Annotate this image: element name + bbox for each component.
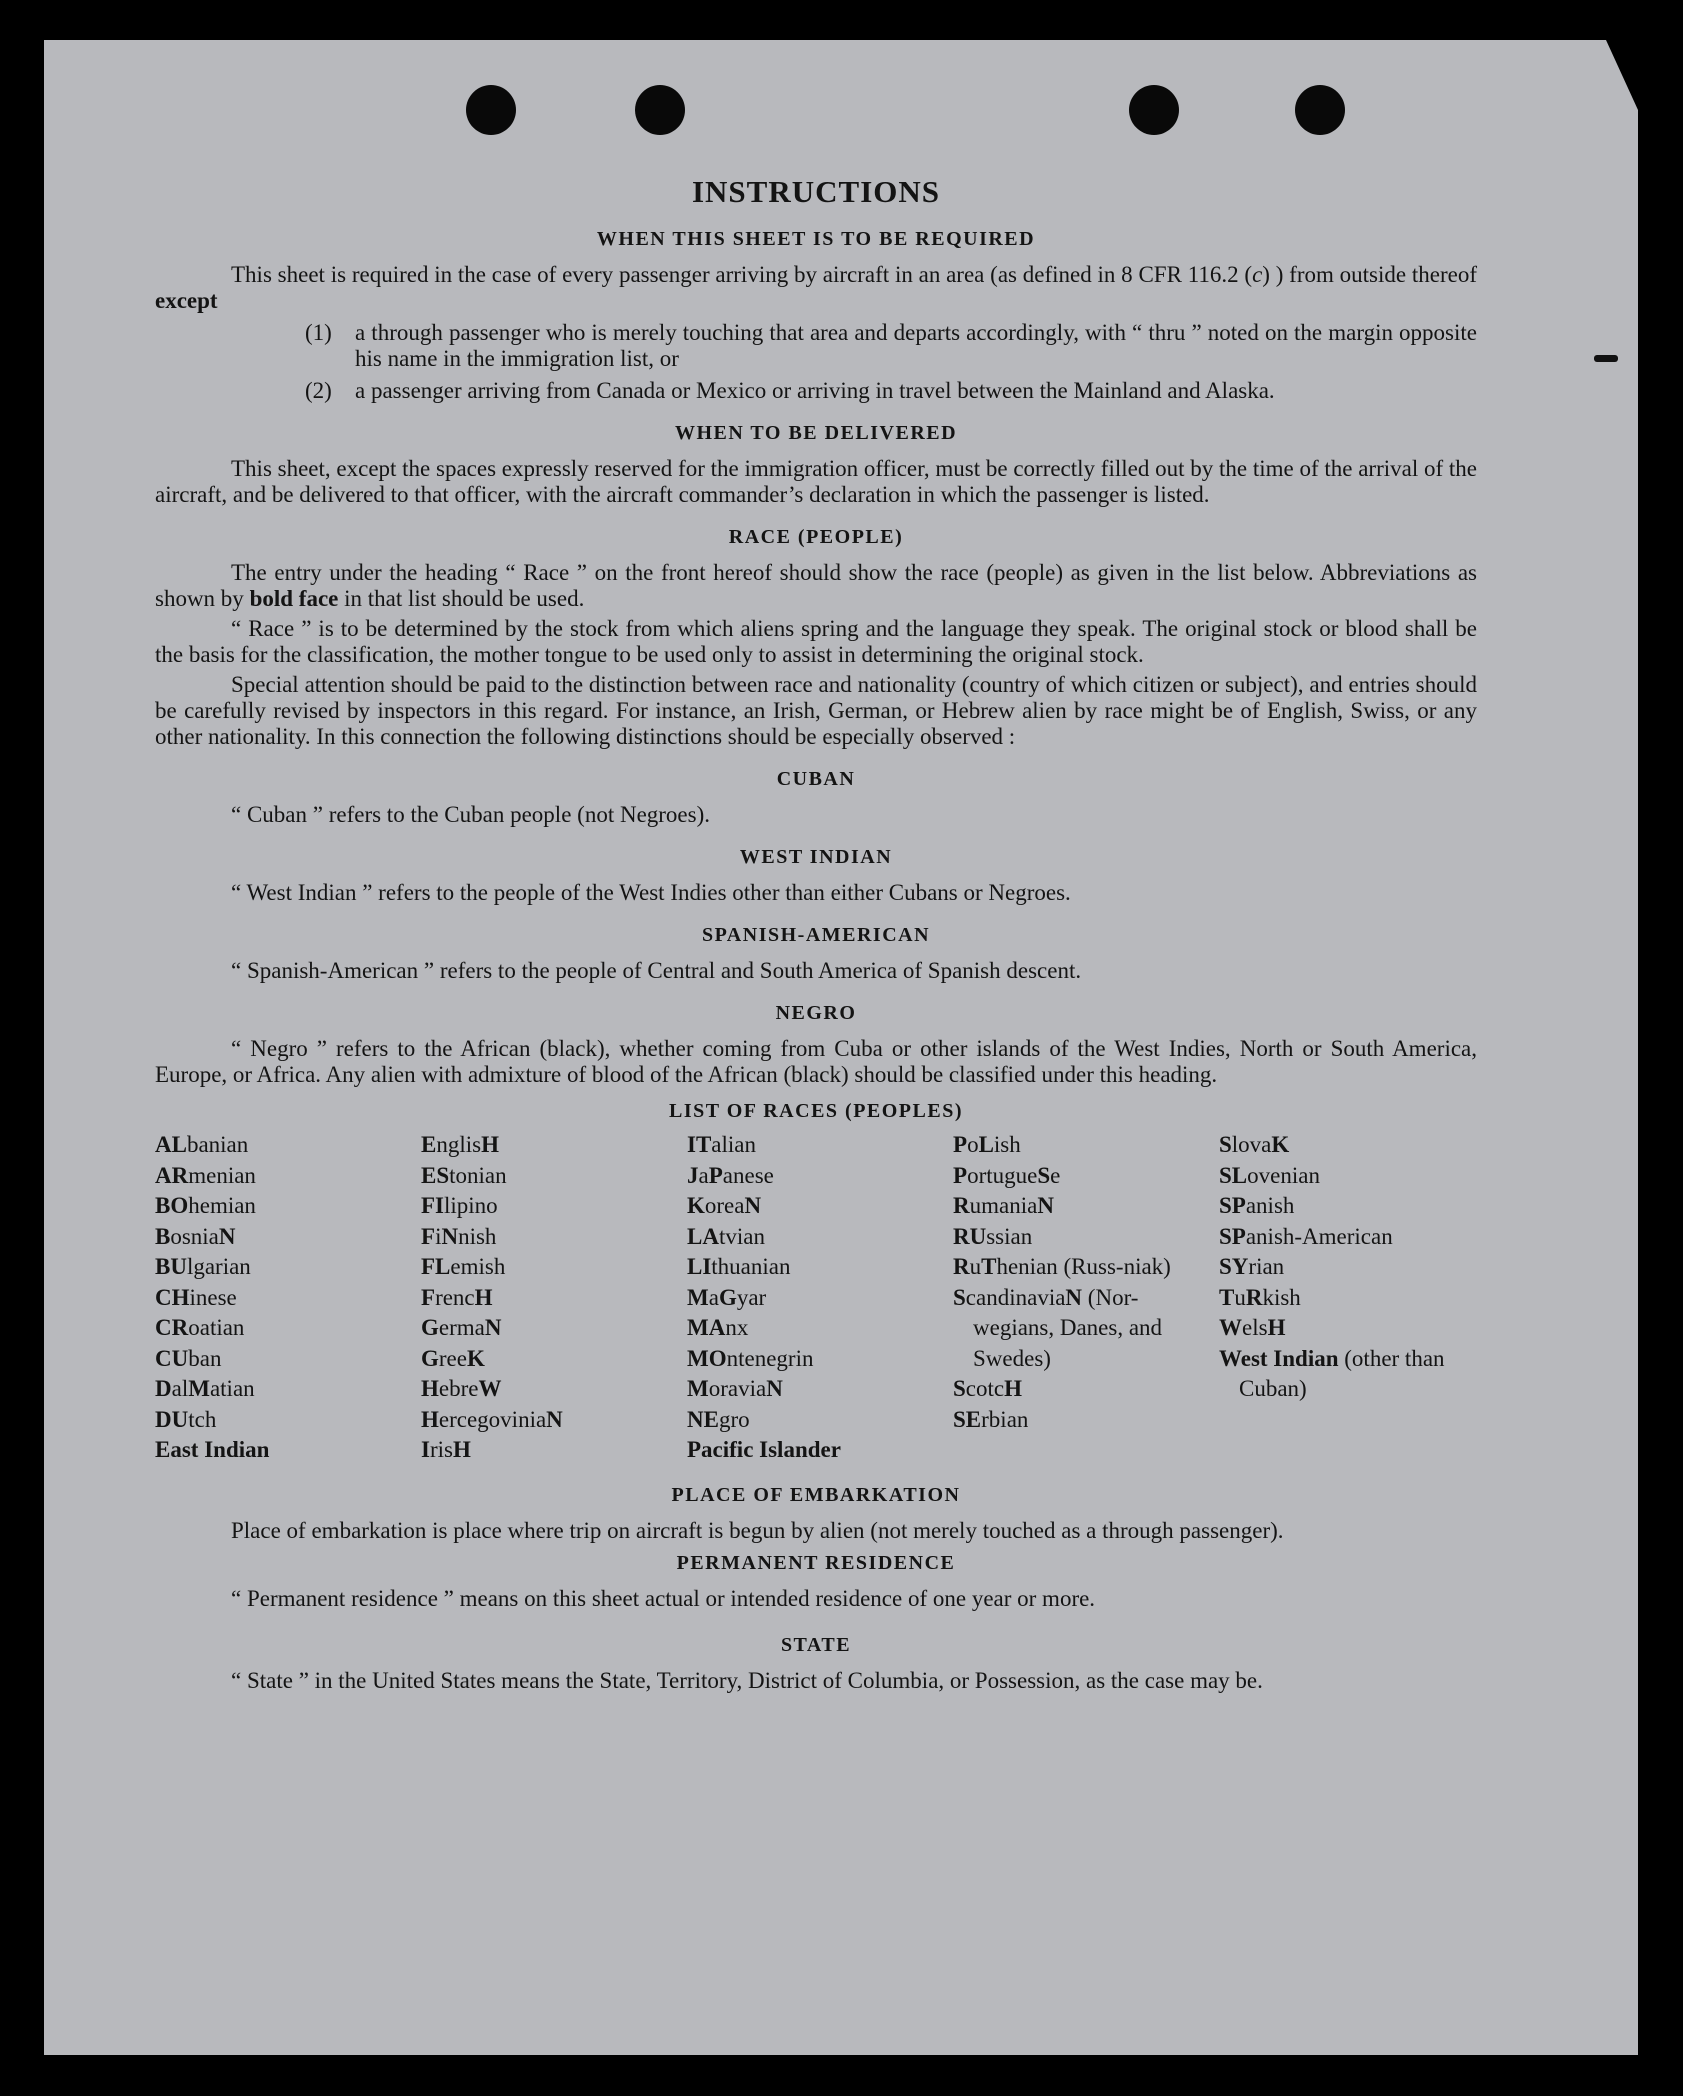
section-heading: RACE (PEOPLE)	[728, 526, 904, 548]
section-heading: WEST INDIAN	[739, 846, 893, 868]
paragraph: This sheet, except the spaces expressly reserved for the immigration officer, must be correctly filled out by the time of the arrival of the aircraft, and be delivered to that officer, with the aircraft commander’s declaration in which the passenger is listed.	[155, 456, 1477, 507]
race-entry: Pacific Islander	[687, 1437, 841, 1462]
paragraph: “ Race ” is to be determined by the stock from which aliens spring and the language they speak. The original stock or blood shall be the basis for the classification, the mother tongue to be used only to assist in determining the original stock.	[155, 616, 1477, 667]
paragraph: Place of embarkation is place where trip on aircraft is begun by alien (not merely touched as a through passenger).	[231, 1517, 1284, 1543]
race-entry: IrisH	[421, 1437, 471, 1462]
race-column	[687, 1130, 953, 1466]
paragraph	[155, 560, 1477, 612]
emphasis-text: bold face	[249, 586, 339, 611]
race-entry: CRoatian	[155, 1315, 245, 1340]
paragraph-text: This sheet is required in the case of every passenger arriving by aircraft in an area (as defined in 8 CFR 116.2 (	[231, 262, 1253, 287]
section-heading: STATE	[780, 1633, 852, 1656]
race-column	[421, 1130, 687, 1466]
item-text: a passenger arriving from Canada or Mexico or arriving in travel between the Mainland and Alaska.	[355, 378, 1275, 403]
race-entry: East Indian	[155, 1437, 270, 1462]
paragraph-text: in that list should be used.	[338, 586, 585, 611]
race-entry: FLemish	[421, 1254, 506, 1279]
race-entry: LAtvian	[687, 1223, 765, 1249]
punch-hole	[1295, 85, 1345, 135]
race-entry: HebreW	[421, 1376, 502, 1401]
section-heading: PLACE OF EMBARKATION	[671, 1483, 961, 1506]
race-entry: CUban	[155, 1345, 222, 1371]
section-heading: NEGRO	[775, 1002, 857, 1024]
race-entry: TuRkish	[1219, 1284, 1301, 1310]
emphasis-text: except	[155, 288, 218, 313]
race-entry: JaPanese	[687, 1162, 774, 1188]
race-entry: SPanish	[1219, 1193, 1295, 1218]
race-entry: EStonian	[421, 1162, 507, 1188]
race-entry: ScotcH	[953, 1376, 1022, 1401]
race-entry: PoLish	[953, 1132, 1021, 1157]
race-entry: ALbanian	[155, 1132, 249, 1157]
race-entry: MAnx	[687, 1315, 749, 1340]
race-column	[953, 1130, 1219, 1466]
section-heading: WHEN TO BE DELIVERED	[674, 422, 958, 444]
race-entry: MoraviaN	[687, 1376, 783, 1401]
paragraph: “ Spanish-American ” refers to the people of Central and South America of Spanish descent.	[231, 958, 1082, 983]
race-entry: RumaniaN	[953, 1193, 1054, 1218]
punch-hole	[466, 85, 516, 135]
item-text: a through passenger who is merely touching that area and departs accordingly, with “ thru ” noted on the margin opposite his name in the immigration list, or	[355, 320, 1477, 371]
race-list	[155, 1130, 1477, 1466]
race-entry: FiNnish	[421, 1223, 497, 1249]
race-entry: EnglisH	[421, 1132, 499, 1157]
paragraph-text: ) ) from outside thereof	[1262, 262, 1477, 287]
section-heading: WHEN THIS SHEET IS TO BE REQUIRED	[596, 228, 1036, 250]
race-entry: LIthuanian	[687, 1254, 791, 1279]
race-entry: DUtch	[155, 1406, 217, 1432]
race-entry: NEgro	[687, 1406, 750, 1432]
race-entry: CHinese	[155, 1284, 237, 1310]
section-heading: PERMANENT RESIDENCE	[676, 1551, 956, 1574]
race-entry: PortugueSe	[953, 1162, 1061, 1188]
paragraph: “ Negro ” refers to the African (black), whether coming from Cuba or other islands of the West Indies, North or South America, Europe, or Africa. Any alien with admixture of blood of the African (black) should be classified under this heading.	[155, 1036, 1477, 1087]
item-number: (2)	[305, 378, 332, 403]
paragraph: “ West Indian ” refers to the people of the West Indies other than either Cubans or Negroes.	[231, 880, 1071, 905]
instructions-content	[155, 132, 1477, 1698]
paragraph: Special attention should be paid to the distinction between race and nationality (country of which citizen or subject), and entries should be carefully revised by inspectors in this regard. For instance, an Irish, German, or Hebrew alien by race might be of English, Swiss, or any other nationality. In this connection the following distinctions should be especially observed :	[155, 672, 1477, 749]
race-entry: ITalian	[687, 1132, 756, 1157]
race-column	[155, 1130, 421, 1466]
race-entry: HercegoviniaN	[421, 1406, 563, 1432]
race-entry: FIlipino	[421, 1193, 498, 1218]
list-item	[305, 378, 1477, 404]
race-entry: BosniaN	[155, 1223, 236, 1249]
section-heading: CUBAN	[776, 768, 856, 790]
section-heading: LIST OF RACES (PEOPLES)	[668, 1100, 963, 1122]
race-entry: SlovaK	[1219, 1132, 1290, 1157]
race-entry: GermaN	[421, 1315, 502, 1340]
race-entry: SYrian	[1219, 1254, 1285, 1279]
race-entry: ARmenian	[155, 1162, 256, 1188]
race-entry: FrencH	[421, 1284, 493, 1310]
race-entry: KoreaN	[687, 1193, 762, 1218]
race-entry: ScandinaviaN (Nor-wegians, Danes, and Swedes)	[953, 1284, 1163, 1371]
race-entry: WelsH	[1219, 1315, 1286, 1340]
ink-mark	[1594, 355, 1618, 362]
race-entry: SPanish-American	[1219, 1223, 1393, 1249]
paragraph: “ Cuban ” refers to the Cuban people (not Negroes).	[231, 802, 711, 827]
race-entry: MOntenegrin	[687, 1345, 814, 1371]
paragraph	[155, 262, 1477, 314]
race-entry: RuThenian (Russ-niak)	[953, 1254, 1171, 1279]
punch-hole	[1129, 85, 1179, 135]
paragraph-text: c	[1252, 262, 1263, 287]
race-entry: RUssian	[953, 1223, 1033, 1249]
punch-hole	[635, 85, 685, 135]
race-entry: MaGyar	[687, 1284, 767, 1310]
race-column	[1219, 1130, 1449, 1466]
paragraph-text: The entry under the heading “ Race ” on the front hereof should show the race (people) as given in the list below. Abbreviations as shown by	[155, 560, 1477, 611]
section-heading: SPANISH-AMERICAN	[701, 924, 931, 946]
race-entry: SErbian	[953, 1406, 1029, 1432]
race-entry: West Indian (other than Cuban)	[1219, 1345, 1445, 1401]
paragraph: “ State ” in the United States means the State, Territory, District of Columbia, or Possession, as the case may be.	[231, 1667, 1263, 1693]
race-entry: BOhemian	[155, 1193, 256, 1218]
list-item	[305, 320, 1477, 372]
race-entry: DalMatian	[155, 1376, 255, 1401]
item-number: (1)	[305, 320, 332, 345]
race-entry: GreeK	[421, 1345, 485, 1371]
race-entry: SLovenian	[1219, 1162, 1320, 1188]
race-entry: BUlgarian	[155, 1254, 251, 1279]
paragraph: “ Permanent residence ” means on this sheet actual or intended residence of one year or more.	[231, 1585, 1096, 1611]
page-title: INSTRUCTIONS	[691, 174, 940, 209]
